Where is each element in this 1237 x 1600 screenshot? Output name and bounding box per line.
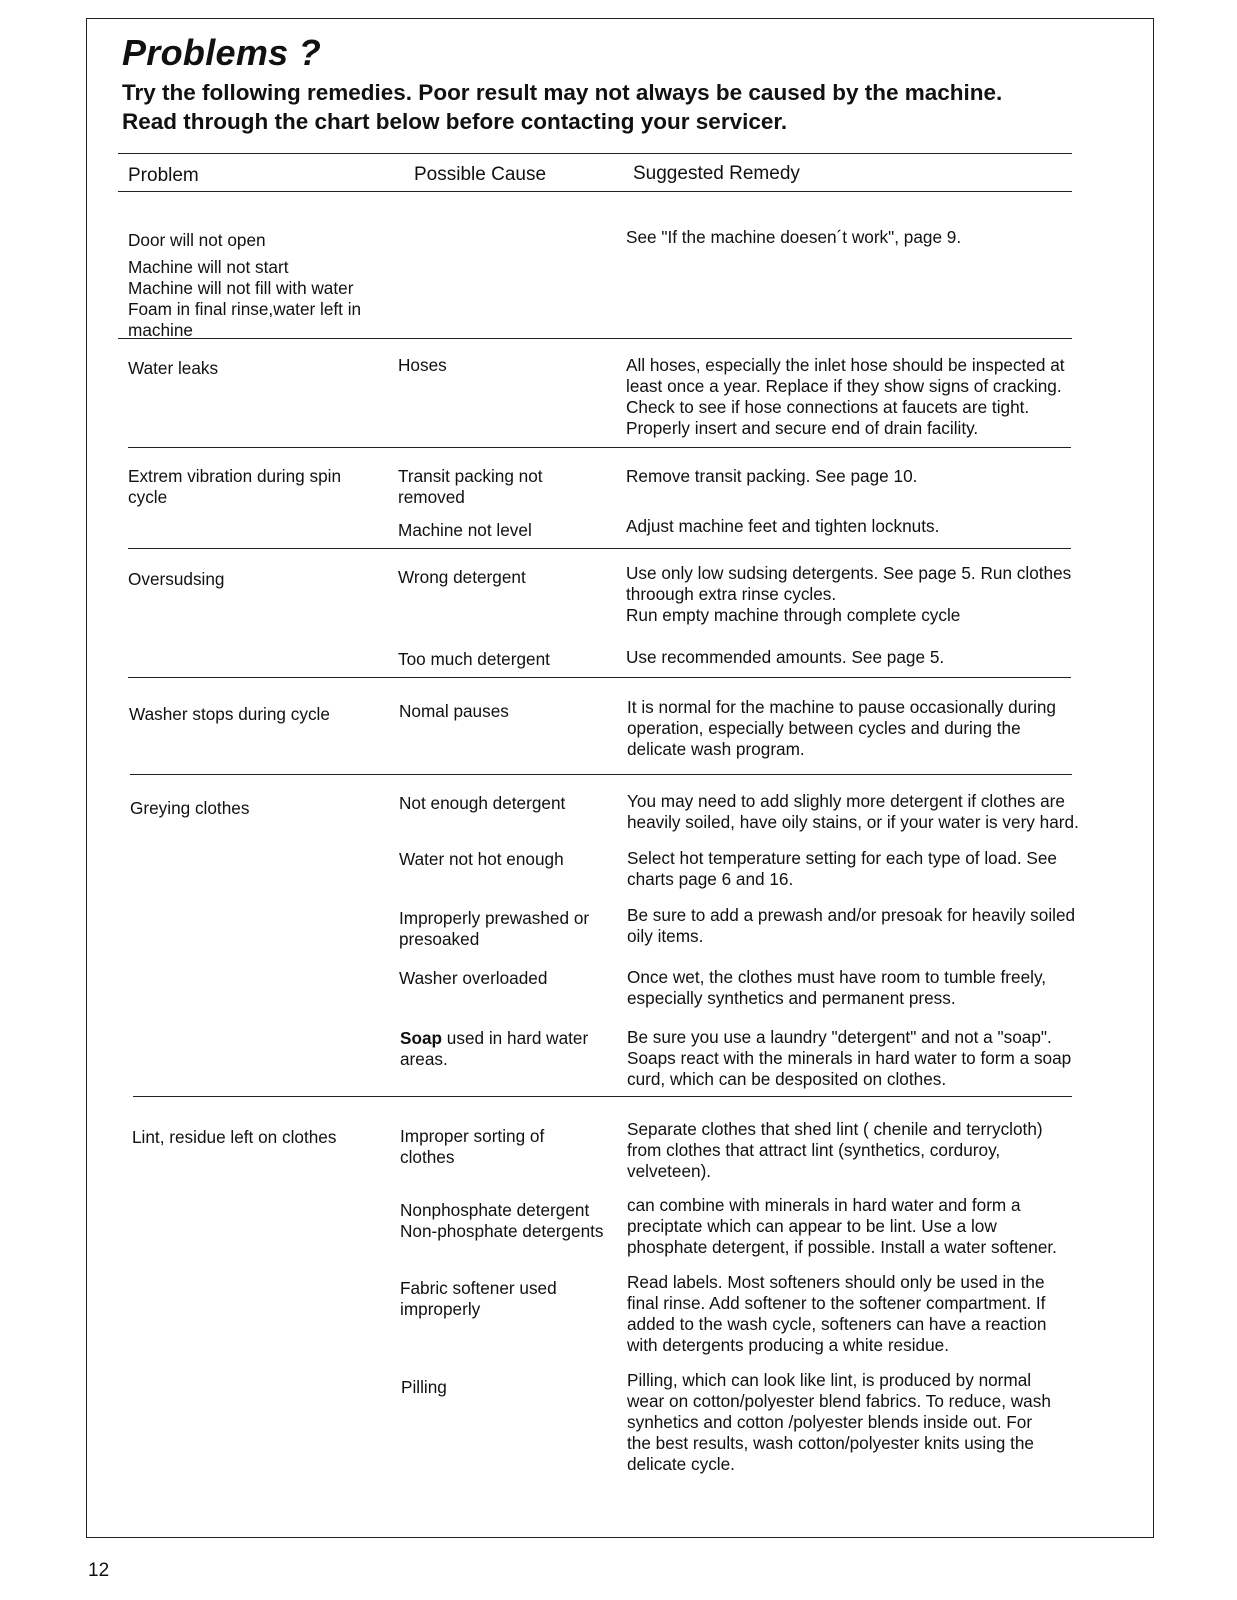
remedy-cell-improper-sorting — [627, 1119, 1043, 1182]
remedy-line: Read labels. Most softeners should only be used in the — [627, 1272, 1045, 1292]
remedy-cell-too-much-detergent: Use recommended amounts. See page 5. — [626, 647, 945, 667]
remedy-line: synhetics and cotton /polyester blends inside out. For — [627, 1412, 1033, 1432]
column-header-possible-cause: Possible Cause — [414, 164, 547, 185]
remedy-line: operation, especially between cycles and during the — [627, 718, 1021, 738]
page-number: 12 — [88, 1560, 110, 1581]
problem-cell-water-leaks: Water leaks — [128, 358, 219, 378]
page-subtitle — [122, 78, 1102, 136]
row-divider — [118, 338, 1072, 339]
cause-cell-fabric-softener — [400, 1278, 557, 1320]
cause-line: Transit packing not — [398, 466, 543, 486]
header-bottom-rule — [118, 191, 1072, 192]
remedy-cell-general: See "If the machine doesen´t work", page 9. — [626, 227, 962, 247]
problem-cell-general — [128, 230, 361, 341]
cause-cell-not-enough-detergent: Not enough detergent — [399, 793, 566, 813]
remedy-line: Pilling, which can look like lint, is produced by normal — [627, 1370, 1032, 1390]
row-divider — [128, 548, 1071, 549]
remedy-cell-not-enough-detergent — [627, 791, 1079, 833]
cause-line: clothes — [400, 1147, 455, 1167]
remedy-cell-not-level: Adjust machine feet and tighten locknuts. — [626, 516, 940, 536]
cause-cell-normal-pauses: Nomal pauses — [399, 701, 509, 721]
problem-text: Extrem vibration during spin — [128, 466, 342, 486]
cause-line: removed — [398, 487, 465, 507]
remedy-line: Properly insert and secure end of drain facility. — [626, 418, 979, 438]
remedy-line: oily items. — [627, 926, 704, 946]
remedy-cell-transit-packing: Remove transit packing. See page 10. — [626, 466, 918, 486]
remedy-line: with detergents producing a white residue. — [627, 1335, 949, 1355]
remedy-line: least once a year. Replace if they show signs of cracking. — [626, 376, 1062, 396]
cause-line: presoaked — [399, 929, 480, 949]
problem-text: cycle — [128, 487, 168, 507]
remedy-cell-fabric-softener — [627, 1272, 1046, 1356]
problem-cell-vibration — [128, 466, 341, 508]
remedy-line: Once wet, the clothes must have room to tumble freely, — [627, 967, 1047, 987]
remedy-line: from clothes that attract lint (synthetics, corduroy, — [627, 1140, 1001, 1160]
cause-line: Improperly prewashed or — [399, 908, 590, 928]
column-header-suggested-remedy: Suggested Remedy — [633, 163, 800, 184]
remedy-line: Select hot temperature setting for each type of load. See — [627, 848, 1057, 868]
cause-cell-soap — [400, 1028, 588, 1070]
remedy-cell-prewashed — [627, 905, 1075, 947]
remedy-line: curd, which can be desposited on clothes. — [627, 1069, 947, 1089]
remedy-line: Check to see if hose connections at faucets are tight. — [626, 397, 1030, 417]
problem-cell-washer-stops: Washer stops during cycle — [129, 704, 330, 724]
problem-text: Machine will not fill with water — [128, 278, 354, 298]
cause-cell-pilling: Pilling — [401, 1377, 447, 1397]
page-title: Problems ? — [122, 32, 322, 73]
remedy-line: charts page 6 and 16. — [627, 869, 794, 889]
remedy-cell-wrong-detergent — [626, 563, 1071, 626]
remedy-line: It is normal for the machine to pause occasionally during — [627, 697, 1056, 717]
subtitle-line-1: Try the following remedies. Poor result may not always be caused by the machine. — [122, 80, 1003, 105]
subtitle-line-2: Read through the chart below before contacting your servicer. — [122, 109, 788, 134]
remedy-line: final rinse. Add softener to the softener compartment. If — [627, 1293, 1046, 1313]
cause-line: Non-phosphate detergents — [400, 1221, 604, 1241]
cause-cell-too-much-detergent: Too much detergent — [398, 649, 550, 669]
cause-line: Fabric softener used — [400, 1278, 557, 1298]
cause-cell-transit-packing — [398, 466, 543, 508]
remedy-line: velveteen). — [627, 1161, 712, 1181]
remedy-line: delicate cycle. — [627, 1454, 735, 1474]
remedy-cell-overloaded — [627, 967, 1046, 1009]
problem-text: Machine will not start — [128, 257, 289, 277]
remedy-cell-pilling — [627, 1370, 1051, 1475]
remedy-line: Run empty machine through complete cycle — [626, 605, 961, 625]
remedy-cell-nonphosphate — [627, 1195, 1057, 1258]
problem-cell-oversudsing: Oversudsing — [128, 569, 225, 589]
remedy-line: Soaps react with the minerals in hard water to form a soap — [627, 1048, 1072, 1068]
cause-cell-water-not-hot: Water not hot enough — [399, 849, 564, 869]
problem-cell-greying: Greying clothes — [130, 798, 250, 818]
remedy-line: phosphate detergent, if possible. Install a water softener. — [627, 1237, 1057, 1257]
cause-cell-not-level: Machine not level — [398, 520, 532, 540]
remedy-line: heavily soiled, have oily stains, or if your water is very hard. — [627, 812, 1079, 832]
remedy-line: All hoses, especially the inlet hose should be inspected at — [626, 355, 1065, 375]
cause-line — [400, 1028, 588, 1049]
remedy-line: Separate clothes that shed lint ( chenile and terrycloth) — [627, 1119, 1043, 1139]
cause-line: Improper sorting of — [400, 1126, 545, 1146]
cause-line: Nonphosphate detergent — [400, 1200, 590, 1220]
problem-text: Foam in final rinse,water left in — [128, 299, 362, 319]
row-divider — [130, 774, 1072, 775]
problem-text: Door will not open — [128, 230, 266, 250]
cause-line: areas. — [400, 1049, 448, 1069]
cause-cell-hoses: Hoses — [398, 355, 447, 375]
remedy-line: Be sure you use a laundry "detergent" and not a "soap". — [627, 1027, 1052, 1047]
remedy-cell-soap — [627, 1027, 1071, 1090]
remedy-line: the best results, wash cotton/polyester knits using the — [627, 1433, 1034, 1453]
cause-cell-nonphosphate — [400, 1200, 604, 1242]
remedy-line: preciptate which can appear to be lint. Use a low — [627, 1216, 997, 1236]
problem-cell-lint: Lint, residue left on clothes — [132, 1127, 337, 1147]
column-header-problem: Problem — [128, 165, 199, 186]
soap-emphasis: Soap — [400, 1028, 443, 1048]
row-divider — [128, 677, 1071, 678]
remedy-line: throough extra rinse cycles. — [626, 584, 837, 604]
cause-cell-prewashed — [399, 908, 589, 950]
remedy-cell-water-not-hot — [627, 848, 1057, 890]
cause-cell-overloaded: Washer overloaded — [399, 968, 548, 988]
problem-text: machine — [128, 320, 193, 340]
remedy-line: You may need to add slighly more detergent if clothes are — [627, 791, 1065, 811]
cause-line: improperly — [400, 1299, 481, 1319]
remedy-line: added to the wash cycle, softeners can have a reaction — [627, 1314, 1047, 1334]
remedy-line: wear on cotton/polyester blend fabrics. To reduce, wash — [627, 1391, 1051, 1411]
remedy-line: can combine with minerals in hard water and form a — [627, 1195, 1021, 1215]
row-divider — [128, 447, 1071, 448]
cause-text: used in hard water — [442, 1028, 589, 1048]
remedy-line: especially synthetics and permanent press. — [627, 988, 956, 1008]
remedy-line: Use only low sudsing detergents. See page 5. Run clothes — [626, 563, 1072, 583]
row-divider — [133, 1096, 1072, 1097]
header-top-rule — [118, 153, 1072, 154]
cause-cell-wrong-detergent: Wrong detergent — [398, 567, 526, 587]
remedy-line: delicate wash program. — [627, 739, 805, 759]
remedy-cell-hoses — [626, 355, 1065, 439]
remedy-cell-normal-pauses — [627, 697, 1056, 760]
cause-cell-improper-sorting — [400, 1126, 544, 1168]
remedy-line: Be sure to add a prewash and/or presoak for heavily soiled — [627, 905, 1076, 925]
